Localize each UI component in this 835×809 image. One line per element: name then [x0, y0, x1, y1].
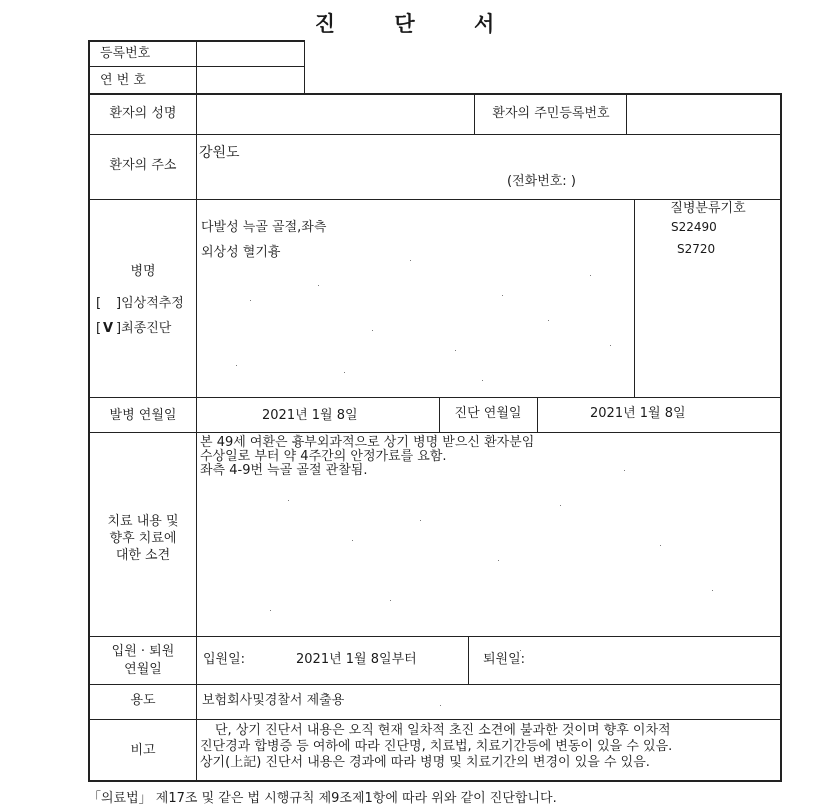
- disease-line1: 다발성 늑골 골절,좌측: [201, 220, 327, 235]
- treatment-line1: 본 49세 여환은 흉부외과적으로 상기 병명 받으신 환자분임: [200, 435, 535, 450]
- treatment-label-line3: 대한 소견: [115, 548, 171, 563]
- admission-label-line1: 입원 · 퇴원: [111, 644, 175, 659]
- treatment-label-line2: 향후 치료에: [109, 531, 177, 546]
- disease-code-1: S22490: [671, 220, 717, 234]
- treatment-line2: 수상일로 부터 약 4주간의 안정가료를 요함.: [200, 449, 447, 464]
- final-diagnosis-mark: V: [103, 321, 114, 336]
- diagnosis-date-value: 2021년 1월 8일: [590, 406, 686, 421]
- admission-label-line2: 연월일: [124, 662, 162, 677]
- discharge-date-label: 퇴원일:: [483, 652, 526, 667]
- patient-address-label: 환자의 주소: [109, 158, 177, 173]
- purpose-value: 보험회사및경찰서 제출용: [202, 693, 345, 708]
- disease-line2: 외상성 혈기흉: [201, 245, 281, 260]
- patient-name-label: 환자의 성명: [109, 106, 177, 121]
- registration-no-label: 등록번호: [100, 46, 151, 61]
- purpose-label: 용도: [130, 693, 156, 708]
- final-diagnosis-bracket: [: [96, 321, 102, 336]
- document-title: 진 단 서: [314, 12, 521, 36]
- remarks-line1: 단, 상기 진단서 내용은 오직 현재 일차적 초진 소견에 불과한 것이며 향후 이차적: [215, 723, 671, 738]
- disease-code-label: 질병분류기호: [670, 201, 746, 216]
- address-value: 강원도: [199, 145, 240, 161]
- treatment-line3: 좌측 4-9번 늑골 골절 관찰됨.: [200, 463, 368, 478]
- remarks-line2: 진단경과 합병증 등 여하에 따라 진단명, 치료법, 치료기간등에 변동이 있을 수 있음.: [200, 739, 673, 754]
- disease-code-2: S2720: [677, 242, 716, 256]
- diagnosis-date-label: 진단 연월일: [454, 406, 522, 421]
- final-diagnosis-label: ]최종진단: [116, 321, 172, 336]
- onset-date-label: 발병 연월일: [109, 408, 177, 423]
- treatment-label-line1: 치료 내용 및: [107, 514, 179, 529]
- disease-name-label: 병명: [130, 264, 156, 279]
- remarks-label: 비고: [130, 743, 156, 758]
- serial-no-label: 연 번 호: [100, 73, 146, 88]
- resident-no-label: 환자의 주민등록번호: [492, 106, 610, 121]
- remarks-line3: 상기(上記) 진단서 내용은 경과에 따라 병명 및 치료기간의 변경이 있을 수 있음.: [200, 755, 650, 770]
- admission-date-value: 2021년 1월 8일부터: [296, 652, 417, 667]
- footer-statement: 「의료법」 제17조 및 같은 법 시행규칙 제9조제1항에 따라 위와 같이 진단합니다.: [88, 791, 557, 806]
- onset-date-value: 2021년 1월 8일: [262, 408, 358, 423]
- phone-value: (전화번호: ): [507, 174, 576, 189]
- admission-date-label: 입원일:: [203, 652, 246, 667]
- clinical-estimate-label: ]임상적추정: [116, 296, 184, 311]
- clinical-estimate-bracket: [: [96, 296, 102, 311]
